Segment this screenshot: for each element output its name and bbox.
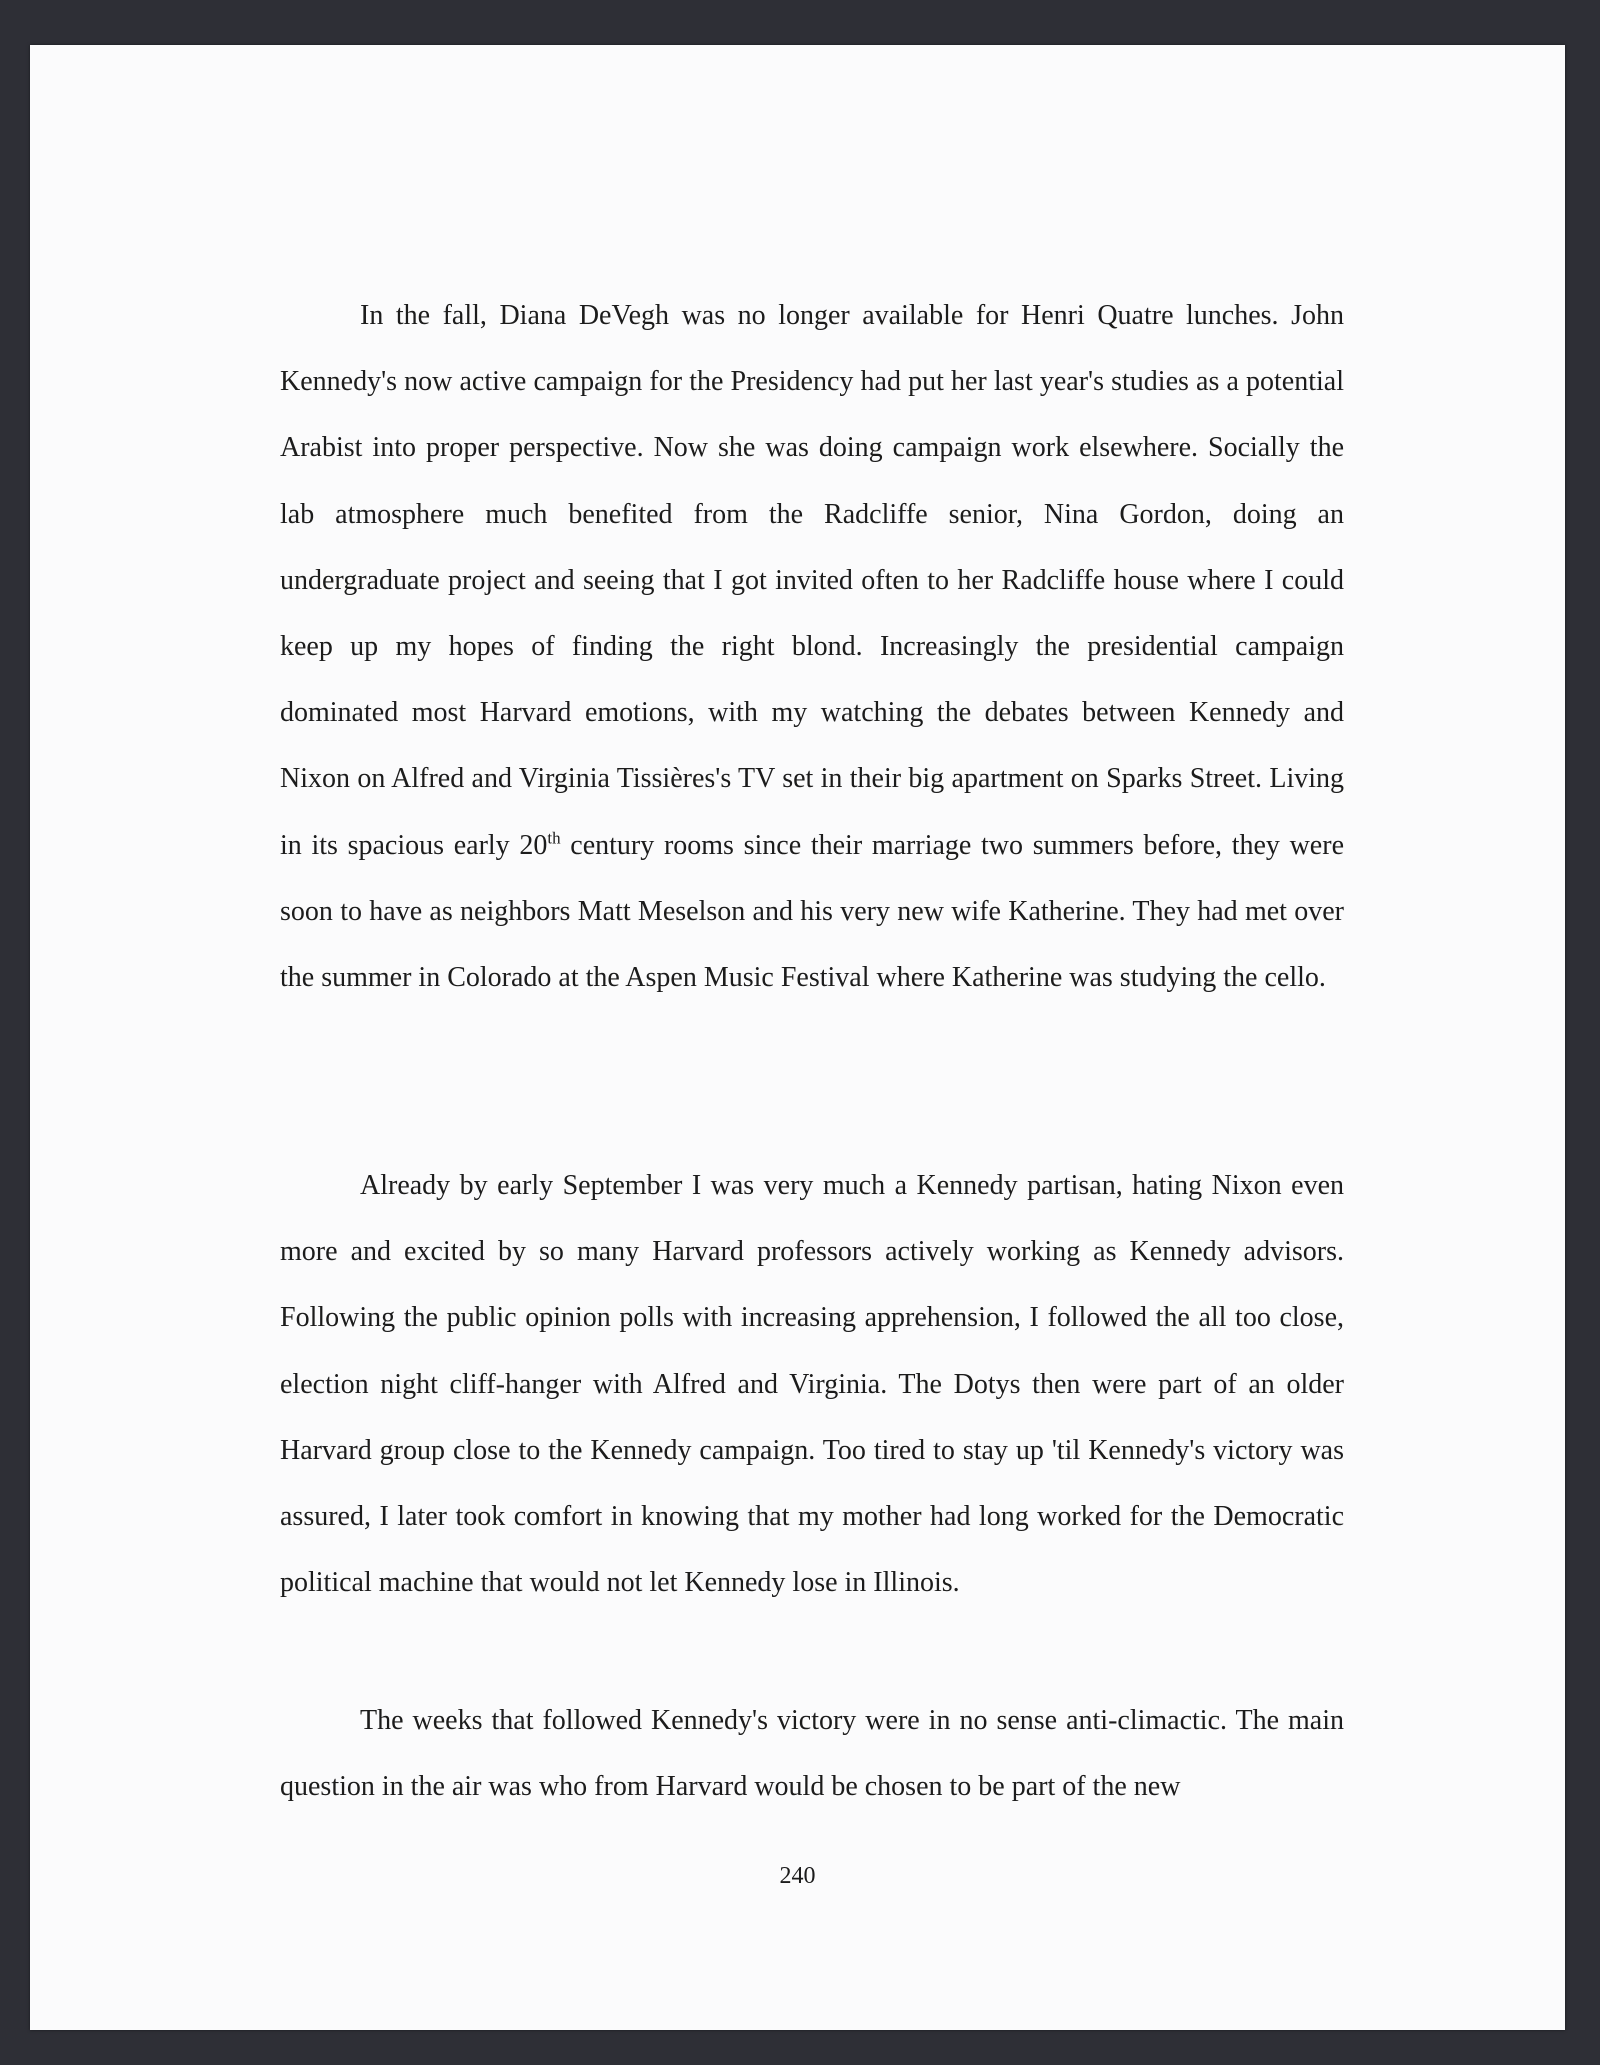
paragraph-1-text-a: In the fall, Diana DeVegh was no longer available for Henri Quatre lunches. John Kennedy's now active campaign for the Presidency had put her last year's studies as a potential Arabist into proper perspective. Now she was doing campaign work elsewhere. Socially the lab atmosphere much benefited from the Radcliffe senior, Nina Gordon, doing an undergraduate project and seeing that I got invited often to her Radcliffe house where I could keep up my hopes of finding the right blond. Increasingly the presidential campaign dominated most Harvard emotions, with my watching the debates between Kennedy and Nixon on Alfred and Virginia Tissières's TV set in their big apartment on Sparks Street. Living in its spacious early 20	[280, 300, 1344, 861]
ordinal-superscript: th	[547, 828, 561, 848]
paragraph-2	[280, 1153, 1344, 1616]
paragraph-1	[280, 283, 1344, 1011]
paragraph-3	[280, 1688, 1344, 1820]
paragraph-3-text: The weeks that followed Kennedy's victory were in no sense anti-climactic. The main question in the air was who from Harvard would be chosen to be part of the new	[280, 1705, 1344, 1803]
paragraph-2-text: Already by early September I was very much a Kennedy partisan, hating Nixon even more and excited by so many Harvard professors actively working as Kennedy advisors. Following the public opinion polls with increasing apprehension, I followed the all too close, election night cliff-hanger with Alfred and Virginia. The Dotys then were part of an older Harvard group close to the Kennedy campaign. Too tired to stay up 'til Kennedy's victory was assured, I later took comfort in knowing that my mother had long worked for the Democratic political machine that would not let Kennedy lose in Illinois.	[280, 1170, 1344, 1599]
document-page	[30, 45, 1565, 2030]
page-number: 240	[779, 1863, 816, 1889]
paragraph-1-text-b: century rooms since their marriage two summers before, they were soon to have as neighbors Matt Meselson and his very new wife Katherine. They had met over the summer in Colorado at the Aspen Music Festival where Katherine was studying the cello.	[280, 829, 1344, 994]
